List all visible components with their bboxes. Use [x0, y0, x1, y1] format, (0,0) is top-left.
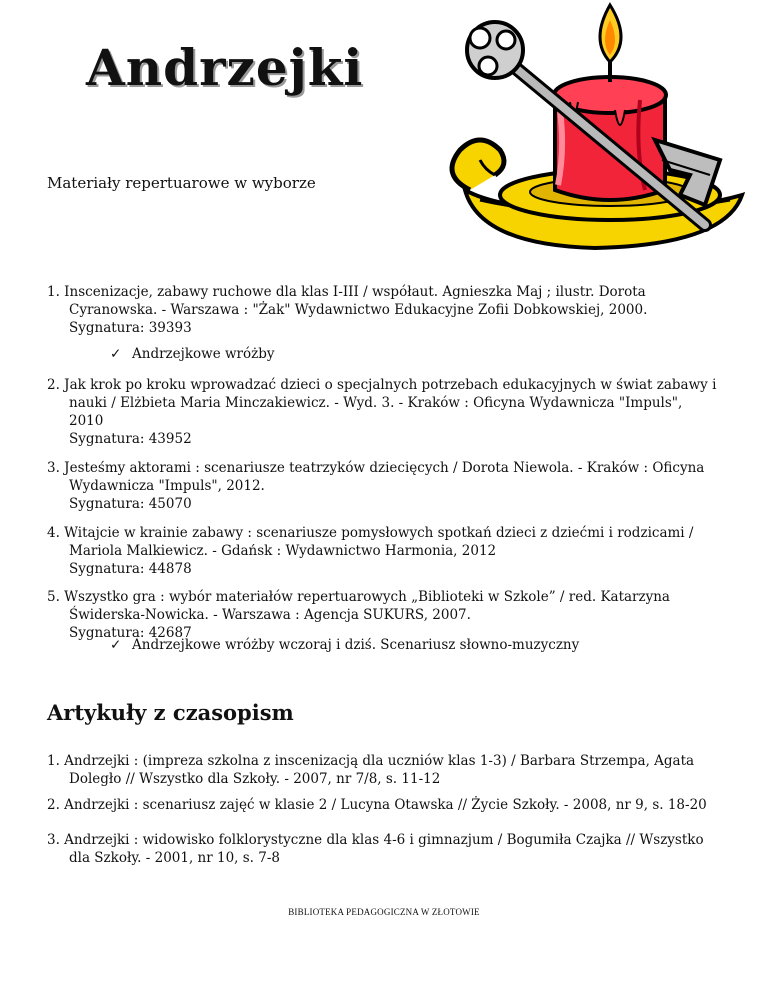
entry-line: Sygnatura: 44878	[69, 561, 192, 577]
entry-line: 2. Andrzejki : scenariusz zajęć w klasie 2 / Lucyna Otawska // Życie Szkoły. - 2008, nr 9, s. 18-20	[47, 797, 707, 813]
checklist-item	[110, 346, 275, 362]
entry-line: 4. Witajcie w krainie zabawy : scenariusze pomysłowych spotkań dzieci z dziećmi i rodzicami /	[47, 525, 694, 541]
entry-line: Mariola Malkiewicz. - Gdańsk : Wydawnictwo Harmonia, 2012	[69, 543, 497, 559]
page-footer: BIBLIOTEKA PEDAGOGICZNA W ZŁOTOWIE	[288, 907, 480, 917]
list-item	[47, 588, 737, 642]
list-item	[47, 376, 737, 448]
entry-line: Sygnatura: 42687	[69, 625, 192, 641]
entry-line: 3. Andrzejki : widowisko folklorystyczne dla klas 4-6 i gimnazjum / Bogumiła Czajka // Wszystko	[47, 832, 704, 848]
list-item	[47, 831, 737, 867]
list-item	[47, 283, 737, 337]
entry-line: Cyranowska. - Warszawa : "Żak" Wydawnictwo Edukacyjne Zofii Dobkowskiej, 2000.	[69, 302, 648, 318]
entry-line: 2. Jak krok po kroku wprowadzać dzieci o specjalnych potrzebach edukacyjnych w świat zabawy i	[47, 377, 717, 393]
section-heading: Artykuły z czasopism	[47, 700, 294, 725]
entry-line: nauki / Elżbieta Maria Minczakiewicz. - Wyd. 3. - Kraków : Oficyna Wydawnicza "Impuls",	[69, 395, 683, 411]
list-item	[47, 796, 737, 814]
entry-line: dla Szkoły. - 2001, nr 10, s. 7-8	[69, 850, 281, 866]
checkmark-icon: ✓	[110, 637, 122, 653]
checklist-label: Andrzejkowe wróżby wczoraj i dziś. Scenariusz słowno-muzyczny	[132, 637, 580, 653]
checkmark-icon: ✓	[110, 346, 122, 362]
entry-line: Świderska-Nowicka. - Warszawa : Agencja SUKURS, 2007.	[69, 607, 471, 623]
list-item	[47, 459, 737, 513]
checklist-label: Andrzejkowe wróżby	[132, 346, 275, 362]
entry-line: Wydawnicza "Impuls", 2012.	[69, 478, 265, 494]
entry-line: 1. Inscenizacje, zabawy ruchowe dla klas I-III / współaut. Agnieszka Maj ; ilustr. Dorota	[47, 284, 646, 300]
page-subtitle: Materiały repertuarowe w wyborze	[47, 174, 316, 192]
entry-line: Sygnatura: 43952	[69, 431, 192, 447]
entry-line: 1. Andrzejki : (impreza szkolna z inscenizacją dla uczniów klas 1-3) / Barbara Strzempa, Agata	[47, 753, 695, 769]
entry-line: 2010	[69, 413, 104, 429]
entry-line: 3. Jesteśmy aktorami : scenariusze teatrzyków dziecięcych / Dorota Niewola. - Kraków : Oficyna	[47, 460, 705, 476]
entry-line: Sygnatura: 39393	[69, 320, 192, 336]
page-title: Andrzejki	[86, 38, 364, 97]
list-item	[47, 752, 737, 788]
entry-line: 5. Wszystko gra : wybór materiałów repertuarowych „Biblioteki w Szkole” / red. Katarzyna	[47, 589, 670, 605]
entry-line: Sygnatura: 45070	[69, 496, 192, 512]
entry-line: Doległo // Wszystko dla Szkoły. - 2007, nr 7/8, s. 11-12	[69, 771, 441, 787]
candle-and-key-illustration	[440, 0, 750, 250]
checklist-item	[110, 637, 579, 653]
list-item	[47, 524, 737, 578]
